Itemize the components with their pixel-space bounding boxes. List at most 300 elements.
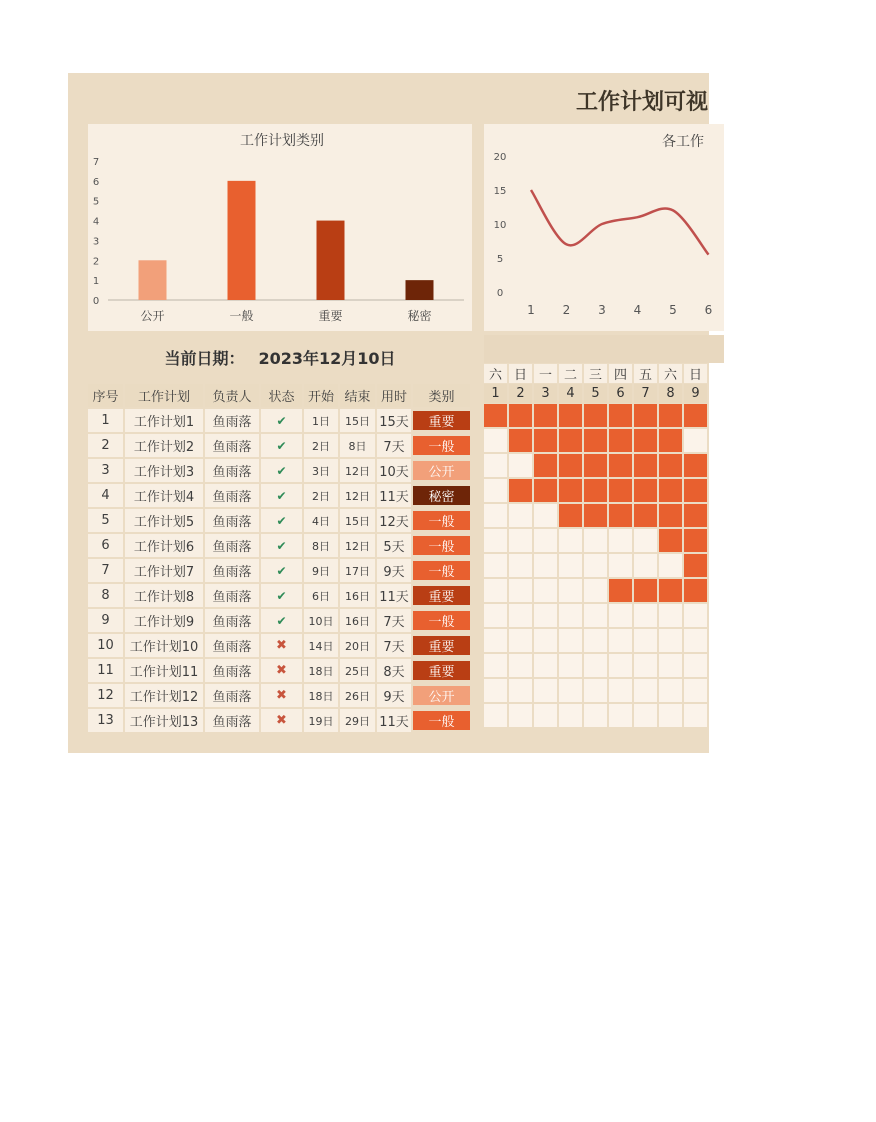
bar-x-label: 一般 [229, 309, 254, 323]
category-badge: 公开 [413, 686, 470, 705]
gantt-empty-cell [609, 604, 632, 627]
gantt-empty-cell [634, 679, 657, 702]
gantt-empty-cell [584, 604, 607, 627]
owner-name: 鱼雨落 [205, 559, 259, 582]
gantt-empty-cell [559, 554, 582, 577]
gantt-empty-cell [559, 629, 582, 652]
gantt-empty-cell [509, 454, 532, 477]
category-badge: 秘密 [413, 486, 470, 505]
gantt-bar-cell [684, 479, 707, 502]
table-row[interactable] [88, 408, 472, 433]
duration: 8天 [377, 659, 411, 682]
gantt-empty-cell [484, 604, 507, 627]
gantt-empty-cell [609, 629, 632, 652]
gantt-empty-cell [659, 604, 682, 627]
start-day: 6日 [304, 584, 338, 607]
bar-y-tick: 2 [92, 256, 100, 268]
owner-name: 鱼雨落 [205, 609, 259, 632]
gantt-bar-cell [659, 479, 682, 502]
table-row[interactable] [88, 458, 472, 483]
plan-name: 工作计划2 [125, 434, 203, 457]
end-day: 26日 [340, 684, 375, 707]
status-cell [261, 509, 302, 532]
category-badge: 一般 [413, 611, 470, 630]
gantt-bar-cell [534, 429, 557, 452]
owner-name: 鱼雨落 [205, 534, 259, 557]
start-day: 2日 [304, 434, 338, 457]
gantt-empty-cell [684, 629, 707, 652]
gantt-empty-cell [584, 679, 607, 702]
gantt-bar-cell [659, 429, 682, 452]
start-day: 19日 [304, 709, 338, 732]
bar-y-tick: 6 [92, 176, 100, 188]
column-header: 序号 [88, 384, 123, 407]
gantt-empty-cell [609, 654, 632, 677]
gantt-empty-cell [634, 704, 657, 727]
plan-name: 工作计划12 [125, 684, 203, 707]
table-row[interactable] [88, 658, 472, 683]
row-number: 3 [88, 459, 123, 482]
gantt-weekday: 日 [684, 364, 707, 383]
gantt-weekday-row [484, 363, 724, 383]
gantt-empty-cell [534, 604, 557, 627]
owner-name: 鱼雨落 [205, 484, 259, 507]
gantt-bar-cell [684, 529, 707, 552]
gantt-empty-cell [509, 579, 532, 602]
gantt-row [484, 478, 724, 503]
plan-name: 工作计划5 [125, 509, 203, 532]
line-x-label: 1 [527, 303, 535, 317]
gantt-weekday: 一 [534, 364, 557, 383]
bar-y-tick: 3 [92, 236, 100, 248]
table-row[interactable] [88, 533, 472, 558]
category-badge: 一般 [413, 711, 470, 730]
gantt-empty-cell [559, 604, 582, 627]
row-number: 4 [88, 484, 123, 507]
gantt-empty-cell [684, 679, 707, 702]
gantt-empty-cell [584, 579, 607, 602]
plan-table [88, 383, 472, 733]
check-icon: ✔ [276, 588, 287, 603]
gantt-empty-cell [559, 529, 582, 552]
status-cell [261, 534, 302, 557]
plan-name: 工作计划7 [125, 559, 203, 582]
line-y-tick: 10 [493, 220, 507, 231]
status-cell [261, 709, 302, 732]
gantt-day: 7 [634, 384, 657, 403]
current-date-label: 当前日期： [164, 348, 245, 368]
gantt-empty-cell [584, 554, 607, 577]
row-number: 5 [88, 509, 123, 532]
gantt-row [484, 403, 724, 428]
gantt-bar-cell [534, 479, 557, 502]
category-badge: 重要 [413, 411, 470, 430]
bar-1 [139, 260, 167, 300]
gantt-empty-cell [484, 704, 507, 727]
gantt-bar-cell [559, 454, 582, 477]
current-date-value: 2023年12月10日 [258, 348, 396, 368]
gantt-empty-cell [509, 554, 532, 577]
duration: 7天 [377, 609, 411, 632]
column-header: 用时 [377, 384, 411, 407]
gantt-empty-cell [534, 529, 557, 552]
gantt-empty-cell [659, 629, 682, 652]
line-y-tick: 5 [496, 254, 504, 265]
gantt-empty-cell [634, 654, 657, 677]
gantt-empty-cell [634, 604, 657, 627]
gantt-empty-cell [559, 704, 582, 727]
category-badge: 重要 [413, 586, 470, 605]
gantt-row [484, 678, 724, 703]
gantt-empty-cell [509, 604, 532, 627]
table-row[interactable] [88, 608, 472, 633]
gantt-empty-cell [609, 554, 632, 577]
gantt-empty-cell [509, 504, 532, 527]
gantt-empty-cell [684, 704, 707, 727]
gantt-empty-cell [484, 629, 507, 652]
bar-chart-svg [88, 124, 472, 331]
end-day: 15日 [340, 509, 375, 532]
table-row[interactable] [88, 558, 472, 583]
category-badge: 一般 [413, 511, 470, 530]
gantt-empty-cell [484, 429, 507, 452]
gantt-empty-cell [534, 579, 557, 602]
status-cell [261, 434, 302, 457]
end-day: 16日 [340, 584, 375, 607]
row-number: 2 [88, 434, 123, 457]
check-icon: ✔ [276, 463, 287, 478]
gantt-day: 1 [484, 384, 507, 403]
start-day: 2日 [304, 484, 338, 507]
gantt-bar-cell [609, 479, 632, 502]
plan-name: 工作计划9 [125, 609, 203, 632]
row-number: 1 [88, 409, 123, 432]
gantt-bar-cell [684, 504, 707, 527]
gantt-bar-cell [684, 404, 707, 427]
table-row[interactable] [88, 633, 472, 658]
bar-4 [406, 280, 434, 300]
gantt-weekday: 六 [484, 364, 507, 383]
table-row[interactable] [88, 433, 472, 458]
gantt-row [484, 503, 724, 528]
start-day: 8日 [304, 534, 338, 557]
status-cell [261, 634, 302, 657]
check-icon: ✔ [276, 413, 287, 428]
check-icon: ✔ [276, 488, 287, 503]
gantt-empty-cell [534, 654, 557, 677]
gantt-bar-cell [559, 404, 582, 427]
gantt-empty-cell [559, 579, 582, 602]
gantt-empty-cell [684, 429, 707, 452]
plan-name: 工作计划11 [125, 659, 203, 682]
page-title: 工作计划可视 [576, 90, 709, 115]
gantt-bar-cell [659, 579, 682, 602]
gantt-bar-cell [684, 554, 707, 577]
gantt-empty-cell [634, 629, 657, 652]
gantt-weekday: 二 [559, 364, 582, 383]
status-cell [261, 459, 302, 482]
duration-line-chart [484, 124, 724, 331]
gantt-row [484, 428, 724, 453]
line-x-label: 3 [598, 303, 606, 317]
gantt-bar-cell [609, 504, 632, 527]
table-row[interactable] [88, 483, 472, 508]
gantt-empty-cell [484, 579, 507, 602]
gantt-empty-cell [509, 654, 532, 677]
line-y-tick: 0 [496, 288, 504, 299]
gantt-bar-cell [484, 404, 507, 427]
gantt-row [484, 528, 724, 553]
gantt-bar-cell [634, 479, 657, 502]
line-x-label: 5 [669, 303, 677, 317]
gantt-empty-cell [534, 679, 557, 702]
gantt-empty-cell [484, 454, 507, 477]
gantt-bar-cell [584, 504, 607, 527]
start-day: 1日 [304, 409, 338, 432]
category-badge: 重要 [413, 661, 470, 680]
check-icon: ✔ [276, 438, 287, 453]
duration: 7天 [377, 634, 411, 657]
owner-name: 鱼雨落 [205, 634, 259, 657]
start-day: 4日 [304, 509, 338, 532]
duration: 5天 [377, 534, 411, 557]
plan-name: 工作计划8 [125, 584, 203, 607]
gantt-bar-cell [659, 404, 682, 427]
line-x-label: 4 [633, 303, 642, 317]
gantt-row [484, 703, 724, 728]
row-number: 7 [88, 559, 123, 582]
plan-name: 工作计划10 [125, 634, 203, 657]
gantt-bar-cell [559, 504, 582, 527]
gantt-bar-cell [509, 404, 532, 427]
gantt-empty-cell [484, 679, 507, 702]
column-header: 负责人 [205, 384, 259, 407]
category-badge: 重要 [413, 636, 470, 655]
category-bar-chart [88, 124, 472, 331]
plan-name: 工作计划3 [125, 459, 203, 482]
gantt-day: 3 [534, 384, 557, 403]
gantt-bar-cell [659, 529, 682, 552]
end-day: 20日 [340, 634, 375, 657]
gantt-weekday: 五 [634, 364, 657, 383]
plan-name: 工作计划1 [125, 409, 203, 432]
end-day: 12日 [340, 534, 375, 557]
owner-name: 鱼雨落 [205, 509, 259, 532]
row-number: 11 [88, 659, 123, 682]
table-row[interactable] [88, 708, 472, 733]
gantt-bar-cell [634, 404, 657, 427]
gantt-empty-cell [534, 504, 557, 527]
bar-x-label: 重要 [318, 309, 343, 323]
start-day: 18日 [304, 684, 338, 707]
gantt-empty-cell [634, 554, 657, 577]
check-icon: ✔ [276, 513, 287, 528]
gantt-row [484, 453, 724, 478]
gantt-bar-cell [684, 454, 707, 477]
plan-name: 工作计划6 [125, 534, 203, 557]
gantt-row [484, 603, 724, 628]
owner-name: 鱼雨落 [205, 659, 259, 682]
owner-name: 鱼雨落 [205, 434, 259, 457]
gantt-weekday: 四 [609, 364, 632, 383]
gantt-title-bar [484, 335, 724, 363]
gantt-bar-cell [634, 454, 657, 477]
owner-name: 鱼雨落 [205, 584, 259, 607]
gantt-bar-cell [584, 429, 607, 452]
duration: 11天 [377, 709, 411, 732]
owner-name: 鱼雨落 [205, 409, 259, 432]
gantt-empty-cell [584, 704, 607, 727]
bar-y-tick: 4 [92, 216, 100, 228]
gantt-day: 4 [559, 384, 582, 403]
row-number: 9 [88, 609, 123, 632]
start-day: 10日 [304, 609, 338, 632]
gantt-empty-cell [484, 554, 507, 577]
gantt-empty-cell [584, 629, 607, 652]
status-cell [261, 609, 302, 632]
cross-icon: ✖ [276, 688, 287, 703]
line-x-label: 2 [562, 303, 571, 317]
owner-name: 鱼雨落 [205, 684, 259, 707]
gantt-bar-cell [534, 454, 557, 477]
status-cell [261, 659, 302, 682]
owner-name: 鱼雨落 [205, 709, 259, 732]
gantt-empty-cell [559, 654, 582, 677]
gantt-weekday: 日 [509, 364, 532, 383]
plan-name: 工作计划13 [125, 709, 203, 732]
end-day: 12日 [340, 484, 375, 507]
start-day: 18日 [304, 659, 338, 682]
gantt-day: 9 [684, 384, 707, 403]
gantt-empty-cell [484, 504, 507, 527]
row-number: 8 [88, 584, 123, 607]
gantt-row [484, 553, 724, 578]
gantt-empty-cell [534, 704, 557, 727]
gantt-empty-cell [659, 554, 682, 577]
start-day: 9日 [304, 559, 338, 582]
check-icon: ✔ [276, 563, 287, 578]
cross-icon: ✖ [276, 638, 287, 653]
gantt-empty-cell [659, 679, 682, 702]
status-cell [261, 684, 302, 707]
sheet [68, 73, 713, 753]
table-row[interactable] [88, 583, 472, 608]
gantt-bar-cell [634, 504, 657, 527]
bar-y-tick: 5 [92, 196, 100, 208]
gantt-empty-cell [684, 654, 707, 677]
status-cell [261, 409, 302, 432]
gantt-bar-cell [659, 454, 682, 477]
start-day: 3日 [304, 459, 338, 482]
gantt-empty-cell [684, 604, 707, 627]
gantt-empty-cell [609, 704, 632, 727]
status-cell [261, 484, 302, 507]
duration: 9天 [377, 559, 411, 582]
gantt-day: 6 [609, 384, 632, 403]
end-day: 12日 [340, 459, 375, 482]
line-chart-svg [484, 124, 724, 331]
gantt-bar-cell [634, 579, 657, 602]
gantt-bar-cell [584, 454, 607, 477]
status-cell [261, 584, 302, 607]
category-badge: 一般 [413, 561, 470, 580]
bar-3 [317, 221, 345, 300]
gantt-empty-cell [559, 679, 582, 702]
gantt-empty-cell [634, 529, 657, 552]
line-chart-title: 各工作 [662, 134, 704, 150]
gantt-bar-cell [609, 454, 632, 477]
line-y-tick: 15 [493, 186, 507, 197]
table-row[interactable] [88, 683, 472, 708]
bar-x-label: 公开 [140, 309, 165, 323]
gantt-empty-cell [509, 704, 532, 727]
gantt-empty-cell [659, 654, 682, 677]
gantt-bar-cell [534, 404, 557, 427]
gantt-bar-cell [609, 579, 632, 602]
duration: 11天 [377, 484, 411, 507]
check-icon: ✔ [276, 538, 287, 553]
duration: 7天 [377, 434, 411, 457]
duration: 9天 [377, 684, 411, 707]
end-day: 25日 [340, 659, 375, 682]
gantt-empty-cell [584, 529, 607, 552]
line-series [531, 190, 709, 255]
gantt-bar-cell [584, 479, 607, 502]
gantt-row [484, 628, 724, 653]
bar-y-tick: 0 [92, 296, 100, 307]
gantt-empty-cell [484, 654, 507, 677]
gantt-bar-cell [609, 404, 632, 427]
gantt-empty-cell [484, 479, 507, 502]
gantt-weekday: 三 [584, 364, 607, 383]
end-day: 16日 [340, 609, 375, 632]
gantt-bar-cell [509, 429, 532, 452]
category-badge: 一般 [413, 436, 470, 455]
line-y-tick: 20 [493, 152, 507, 163]
line-x-label: 6 [704, 303, 713, 317]
gantt-day: 8 [659, 384, 682, 403]
row-number: 12 [88, 684, 123, 707]
bar-y-tick: 7 [92, 157, 100, 168]
end-day: 8日 [340, 434, 375, 457]
gantt-empty-cell [534, 629, 557, 652]
gantt-grid [484, 363, 724, 728]
gantt-empty-cell [509, 679, 532, 702]
bar-x-label: 秘密 [407, 309, 432, 323]
row-number: 10 [88, 634, 123, 657]
gantt-day: 5 [584, 384, 607, 403]
gantt-day-row [484, 383, 724, 403]
category-badge: 公开 [413, 461, 470, 480]
bar-2 [228, 181, 256, 300]
check-icon: ✔ [276, 613, 287, 628]
gantt-bar-cell [609, 429, 632, 452]
plan-name: 工作计划4 [125, 484, 203, 507]
end-day: 29日 [340, 709, 375, 732]
table-header-row [88, 383, 472, 408]
row-number: 13 [88, 709, 123, 732]
gantt-bar-cell [559, 429, 582, 452]
duration: 11天 [377, 584, 411, 607]
gantt-empty-cell [509, 629, 532, 652]
table-row[interactable] [88, 508, 472, 533]
status-cell [261, 559, 302, 582]
gantt-bar-cell [634, 429, 657, 452]
bar-y-tick: 1 [92, 276, 100, 288]
end-day: 15日 [340, 409, 375, 432]
gantt-empty-cell [659, 704, 682, 727]
owner-name: 鱼雨落 [205, 459, 259, 482]
